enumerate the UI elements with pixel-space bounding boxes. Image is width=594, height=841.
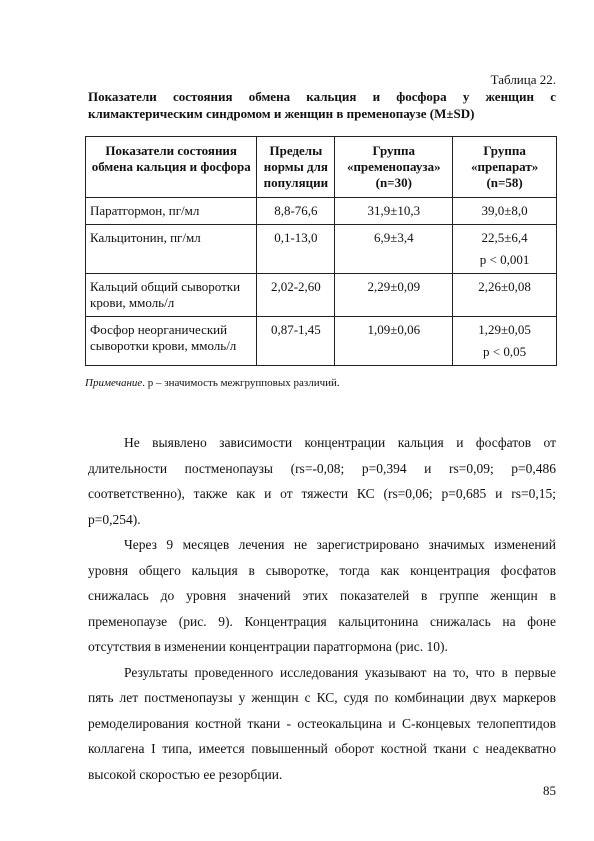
row-drug [453, 274, 557, 317]
row-premenopause: 2,29±0,09 [335, 274, 453, 317]
header-indicator: Показатели состояния обмена кальция и фосфора [86, 137, 257, 198]
table-note [85, 376, 556, 390]
row-drug-p-value: р < 0,001 [479, 252, 530, 267]
row-name: Кальций общий сыворотки крови, ммоль/л [86, 274, 257, 317]
table-row [86, 198, 557, 225]
row-norm: 0,1-13,0 [257, 225, 335, 274]
note-label: Примечание [85, 377, 143, 389]
document-page [85, 72, 556, 787]
header-drug: Группа «препарат» (n=58) [453, 137, 557, 198]
row-name: Кальцитонин, пг/мл [86, 225, 257, 274]
data-table [85, 136, 557, 366]
paragraph: Не выявлено зависимости концентрации кальция и фосфатов от длительности постменопаузы (rs=-0,08; р=0,394 и rs=0,09; р=0,486 соответственно), также как и от тяжести КС (rs=0,06; р=0,685 и rs=0,15; р=0,254). [88, 435, 556, 527]
row-drug-value: 22,5±6,4 [481, 230, 528, 245]
paragraph: Результаты проведенного исследования указывают на то, что в первые пять лет постменопаузы у женщин с КС, судя по комбинации двух маркеров ремоделирования костной ткани - остеокальцина и С-концевых телопептидов коллагена I типа, имеется повышенный оборот костной ткани с неадекватно высокой скоростью ее резорбции. [88, 664, 556, 782]
row-drug-value: 39,0±8,0 [481, 203, 528, 218]
row-drug-value: 1,29±0,05 [478, 322, 531, 337]
table-row [86, 317, 557, 366]
row-drug-value: 2,26±0,08 [478, 279, 531, 294]
row-name: Паратгормон, пг/мл [86, 198, 257, 225]
row-drug-p-value: р < 0,05 [483, 344, 527, 359]
table-row [86, 225, 557, 274]
table-row [86, 274, 557, 317]
row-norm: 0,87-1,45 [257, 317, 335, 366]
row-name: Фосфор неорганический сыворотки крови, ммоль/л [86, 317, 257, 366]
page-number: 85 [543, 783, 556, 798]
table-header-row [86, 137, 557, 198]
header-premenopause: Группа «пременопауза» (n=30) [335, 137, 453, 198]
paragraph: Через 9 месяцев лечения не зарегистрировано значимых изменений уровня общего кальция в сыворотке, тогда как концентрация фосфатов снижалась до уровня значений этих показателей в группе женщин в пременопаузе (рис. 9). Концентрация кальцитонина снижалась на фоне отсутствия в изменении концентрации паратгормона (рис. 10). [88, 537, 556, 654]
table-caption: Показатели состояния обмена кальция и фосфора у женщин с климактерическим синдромом и женщин в пременопаузе (M±SD) [88, 89, 556, 121]
note-text: . р – значимость межгрупповых различий. [142, 377, 340, 389]
row-premenopause: 6,9±3,4 [335, 225, 453, 274]
header-norm: Пределы нормы для популяции [257, 137, 335, 198]
table-label: Таблица 22. [490, 72, 556, 87]
row-drug [453, 317, 557, 366]
row-premenopause: 1,09±0,06 [335, 317, 453, 366]
row-norm: 8,8-76,6 [257, 198, 335, 225]
row-drug [453, 198, 557, 225]
row-norm: 2,02-2,60 [257, 274, 335, 317]
row-premenopause: 31,9±10,3 [335, 198, 453, 225]
row-drug [453, 225, 557, 274]
body-text [88, 430, 556, 787]
